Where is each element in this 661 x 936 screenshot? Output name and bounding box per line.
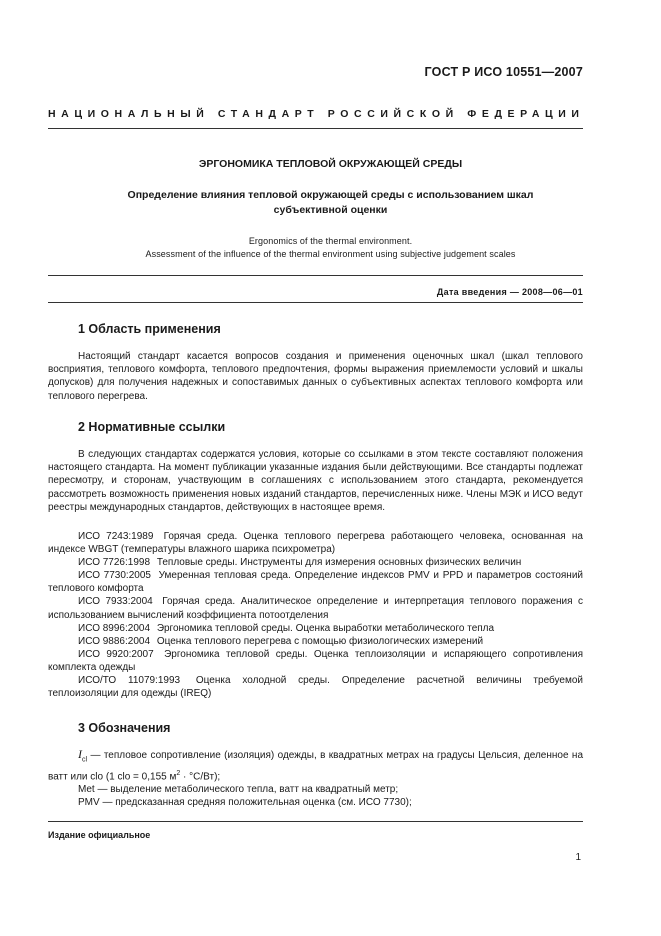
document-subtitle bbox=[78, 188, 583, 218]
english-title-line-2: Assessment of the influence of the thermal environment using subjective judgement scales bbox=[145, 249, 516, 259]
section-2-text bbox=[48, 448, 583, 514]
reference-item: ИСО 7730:2005 Умеренная тепловая среда. Определение индексов PMV и PPD и параметров состояний теплового комфорта bbox=[48, 570, 583, 595]
icl-symbol: $I_{cl}$ bbox=[78, 747, 88, 764]
section-1-heading: 1 Область применения bbox=[78, 322, 221, 336]
reference-item: ИСО 8996:2004 Эргономика тепловой среды. Оценка выработки метаболического тепла bbox=[78, 622, 495, 634]
english-title bbox=[78, 235, 583, 261]
reference-item: ИСО 7243:1989 Горячая среда. Оценка теплового перегрева работающего человека, основанная на индексе WBGT (температуры влажного шарика психрометра) bbox=[48, 531, 583, 556]
english-title-line-1: Ergonomics of the thermal environment. bbox=[248, 236, 413, 246]
reference-item: ИСО 7726:1998 Тепловые среды. Инструменты для измерения основных физических величин bbox=[78, 557, 522, 569]
section-2-paragraph: В следующих стандартах содержатся условия, которые со ссылками в этом тексте составляют положения настоящего стандарта. На момент публикации указанные издания были действующими. Все стандарты подлежат пересмотру, и сторонам, участвующим в соглашениях с использованием этого стандарта, рекомендуется рассмотреть возможность применения новых изданий стандартов, перечисленных ниже. Члены МЭК и ИСО ведут реестры международных стандартов, действующих в настоящее время. bbox=[48, 449, 583, 513]
page-number: 1 bbox=[575, 852, 581, 863]
reference-item: ИСО/ТО 11079:1993 Оценка холодной среды. Определение расчетной величины требуемой теплоизоляции для одежды (IREQ) bbox=[48, 675, 583, 700]
reference-item: ИСО 9886:2004 Оценка теплового перегрева с помощью физиологических измерений bbox=[78, 635, 484, 647]
introduction-date: Дата введения — 2008—06—01 bbox=[436, 287, 583, 297]
title-rule bbox=[48, 275, 583, 276]
header-rule bbox=[48, 128, 583, 129]
section-1-paragraph: Настоящий стандарт касается вопросов создания и применения оценочных шкал (шкал теплового восприятия, теплового комфорта, теплового предпочтения, формы выражения приемлемости условий и шкалы допусков) для получения надежных и сопоставимых данных о субъективных аспектах теплового комфорта или теплового перегрева. bbox=[48, 351, 583, 402]
section-3-heading: 3 Обозначения bbox=[78, 721, 171, 735]
section-1-text bbox=[48, 350, 583, 403]
normative-references-list bbox=[48, 530, 583, 700]
footer-rule bbox=[48, 821, 583, 822]
symbols-list bbox=[48, 748, 583, 810]
document-code: ГОСТ Р ИСО 10551—2007 bbox=[424, 65, 583, 79]
section-2-heading: 2 Нормативные ссылки bbox=[78, 420, 226, 434]
definition-pmv: PMV — предсказанная средняя положительная оценка (см. ИСО 7730); bbox=[78, 797, 412, 809]
definition-icl: $I_{cl}$ — тепловое сопротивление (изоляция) одежды, в квадратных метрах на градусы Цельсия, деленное на ватт или clo (1 clo = 0,155 $м^2 \cdot ^\circ С/Вт$); bbox=[48, 747, 584, 782]
document-title: ЭРГОНОМИКА ТЕПЛОВОЙ ОКРУЖАЮЩЕЙ СРЕДЫ bbox=[198, 158, 463, 170]
official-edition-label: Издание официальное bbox=[48, 830, 151, 840]
subtitle-line-1: Определение влияния тепловой окружающей среды с использованием шкал bbox=[127, 189, 534, 201]
reference-item: ИСО 7933:2004 Горячая среда. Аналитическое определение и интерпретация теплового поражения с использованием вычислений коэффициента потоотделения bbox=[48, 596, 583, 621]
subtitle-line-2: субъективной оценки bbox=[273, 204, 388, 216]
national-standard-banner: НАЦИОНАЛЬНЫЙ СТАНДАРТ РОССИЙСКОЙ ФЕДЕРАЦИИ bbox=[48, 108, 585, 120]
date-rule bbox=[48, 302, 583, 303]
definition-met: Met — выделение метаболического тепла, ватт на квадратный метр; bbox=[78, 784, 399, 796]
reference-item: ИСО 9920:2007 Эргономика тепловой среды. Оценка теплоизоляции и испаряющего сопротивления комплекта одежды bbox=[48, 648, 583, 673]
